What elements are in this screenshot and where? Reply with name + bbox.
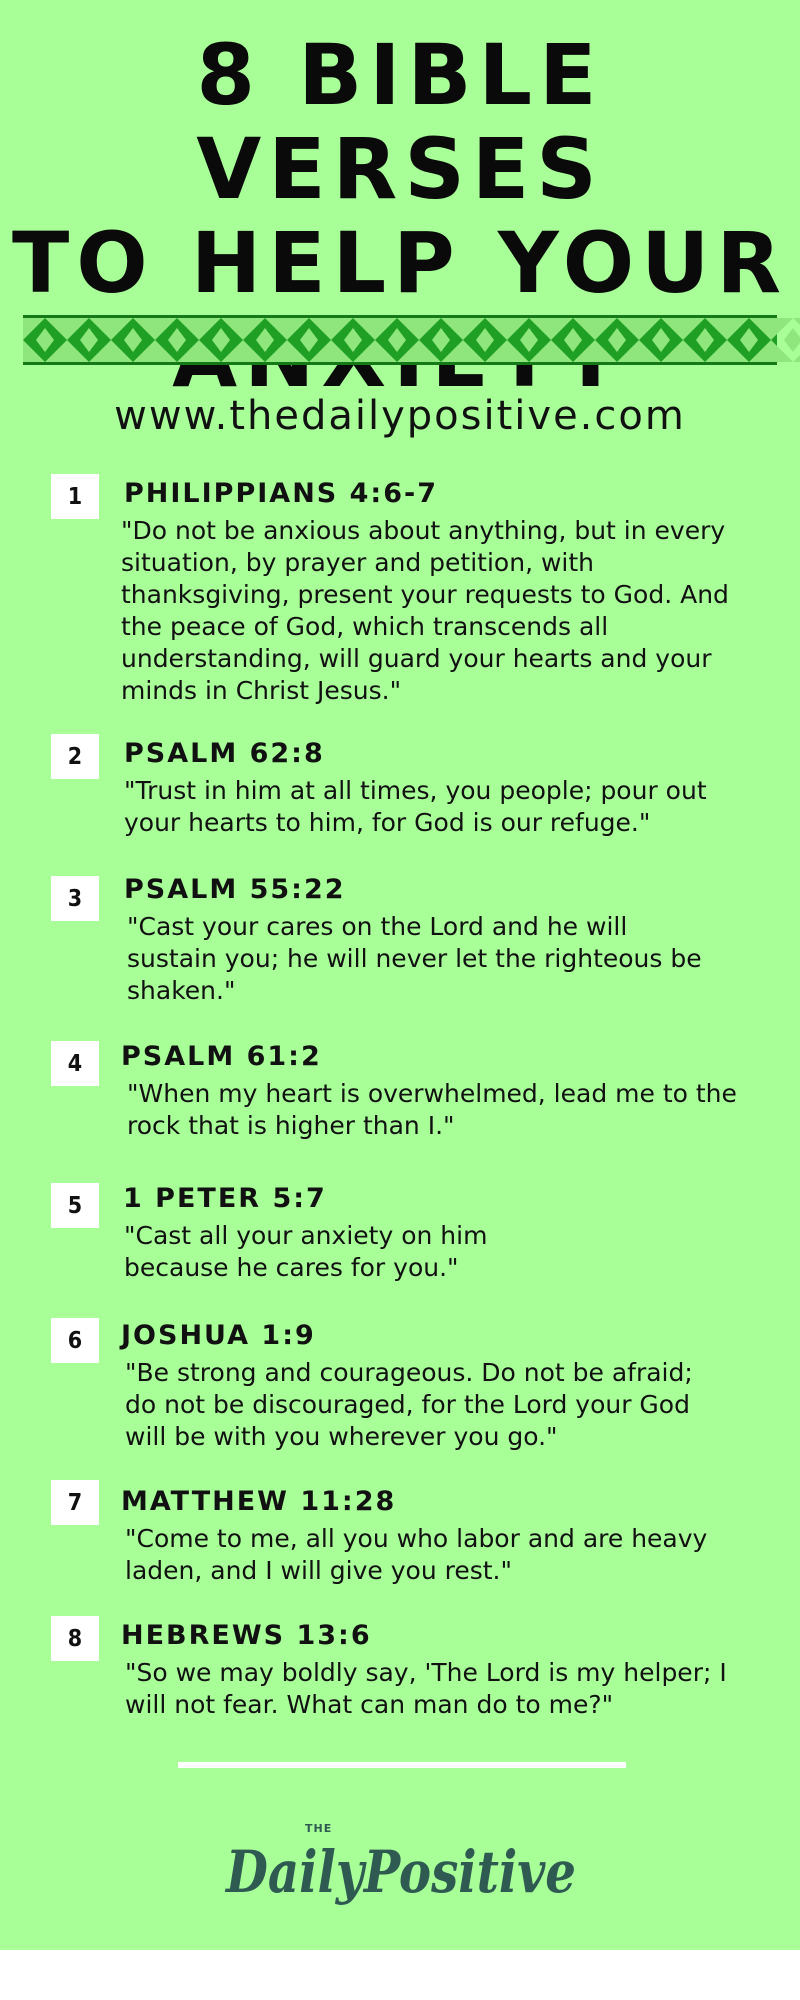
verse-number-badge: 8 — [51, 1616, 99, 1661]
pattern-triangle — [344, 328, 362, 352]
verse-text: "Cast all your anxiety on him because he cares for you." — [124, 1221, 488, 1282]
verse-reference: JOSHUA 1:9 — [121, 1320, 316, 1351]
pattern-triangle — [124, 328, 142, 352]
pattern-triangle — [696, 328, 714, 352]
verse-text: "Do not be anxious about anything, but in every situation, by prayer and petition, with thanksgiving, present your requests to God. And the peace of God, which transcends all understanding, will guard your hearts and your minds in Christ Jesus." — [121, 516, 729, 705]
verse-reference: MATTHEW 11:28 — [121, 1486, 397, 1517]
decorative-triangle-pattern — [23, 315, 777, 365]
title-line-2: TO HELP YOUR — [11, 214, 789, 312]
verse-text: "Cast your cares on the Lord and he will sustain you; he will never let the righteous be shaken." — [127, 912, 702, 1005]
pattern-triangle — [256, 328, 274, 352]
verse-reference: 1 PETER 5:7 — [123, 1183, 327, 1214]
verse-number-badge: 3 — [51, 876, 99, 921]
title-line-1: 8 BIBLE VERSES — [196, 26, 604, 218]
verse-reference: HEBREWS 13:6 — [121, 1620, 372, 1651]
verse-reference: PSALM 55:22 — [124, 874, 346, 905]
pattern-triangle — [36, 328, 54, 352]
verse-number-badge: 4 — [51, 1041, 99, 1086]
pattern-triangle — [652, 328, 670, 352]
triangle-pattern-graphic — [23, 318, 777, 362]
pattern-triangle — [388, 328, 406, 352]
daily-positive-logo-graphic — [220, 1810, 590, 1920]
pattern-triangle — [476, 328, 494, 352]
website-url: www.thedailypositive.com — [114, 393, 686, 439]
verse-reference: PHILIPPIANS 4:6-7 — [124, 478, 439, 509]
verse-text: "Come to me, all you who labor and are heavy laden, and I will give you rest." — [125, 1524, 708, 1585]
verse-text: "Trust in him at all times, you people; pour out your hearts to him, for God is our refuge." — [124, 776, 707, 837]
verse-reference: PSALM 62:8 — [124, 738, 325, 769]
logo-wordmark: DailyPositive — [224, 1838, 576, 1906]
pattern-triangle — [80, 328, 98, 352]
verse-number-badge: 5 — [51, 1183, 99, 1228]
verse-text: "Be strong and courageous. Do not be afraid; do not be discouraged, for the Lord your God will be with you wherever you go." — [125, 1358, 693, 1451]
pattern-triangle — [212, 328, 230, 352]
verse-number-badge: 7 — [51, 1480, 99, 1525]
verse-number-badge: 6 — [51, 1318, 99, 1363]
logo-small-text: THE — [305, 1822, 333, 1835]
verse-reference: PSALM 61:2 — [121, 1041, 322, 1072]
verse-number-badge: 2 — [51, 734, 99, 779]
pattern-triangle — [168, 328, 186, 352]
pattern-triangle — [608, 328, 626, 352]
pattern-triangle — [432, 328, 450, 352]
verse-text: "So we may boldly say, 'The Lord is my helper; I will not fear. What can man do to me?" — [125, 1658, 727, 1719]
verse-text: "When my heart is overwhelmed, lead me to the rock that is higher than I." — [127, 1079, 737, 1140]
divider-line — [178, 1762, 626, 1768]
pattern-triangle — [520, 328, 538, 352]
brand-logo — [220, 1810, 590, 1920]
pattern-triangle — [564, 328, 582, 352]
pattern-triangle — [740, 328, 758, 352]
verse-number-badge: 1 — [51, 474, 99, 519]
pattern-triangle — [300, 328, 318, 352]
